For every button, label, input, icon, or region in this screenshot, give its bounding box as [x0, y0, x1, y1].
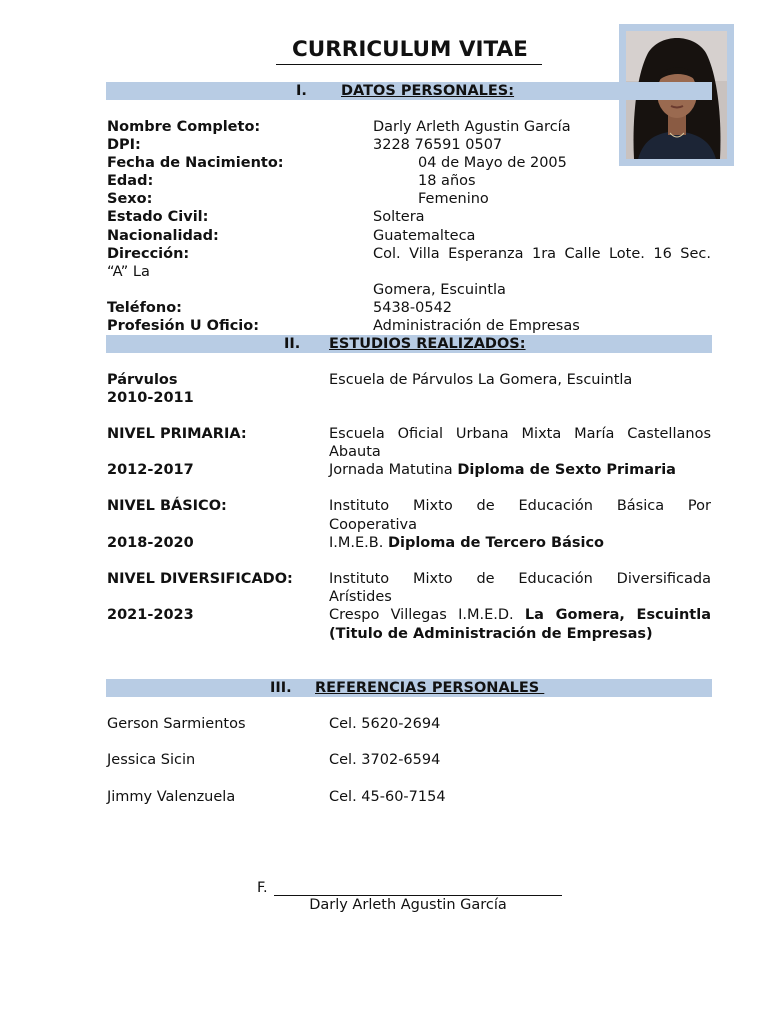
section-number: II.	[284, 336, 301, 352]
value-name: Darly Arleth Agustin García	[373, 119, 571, 135]
study-parvulos-school: Escuela de Párvulos La Gomera, Escuintla	[329, 372, 633, 388]
label-phone: Teléfono:	[107, 300, 182, 316]
study-basico-detail: I.M.E.B. Diploma de Tercero Básico	[329, 535, 605, 551]
reference-phone: Cel. 5620-2694	[329, 716, 441, 732]
section-title: DATOS PERSONALES:	[341, 83, 515, 99]
reference-name: Gerson Sarmientos	[107, 716, 246, 732]
value-address-overflow: “A” La	[107, 264, 150, 280]
value-sex: Femenino	[418, 191, 489, 207]
study-diversificado-school-line1: Instituto Mixto de Educación Diversificada	[329, 571, 711, 587]
label-civil: Estado Civil:	[107, 209, 209, 225]
value-phone: 5438-0542	[373, 300, 453, 316]
page-title: CURRICULUM VITAE	[276, 36, 542, 65]
value-birth: 04 de Mayo de 2005	[418, 155, 567, 171]
study-parvulos-label: Párvulos	[107, 372, 178, 388]
section-number: I.	[296, 83, 307, 99]
label-sex: Sexo:	[107, 191, 153, 207]
signature-name: Darly Arleth Agustin García	[309, 897, 507, 913]
study-parvulos-years: 2010-2011	[107, 390, 194, 406]
study-diversificado-years: 2021-2023	[107, 607, 194, 623]
study-diversificado-label: NIVEL DIVERSIFICADO:	[107, 571, 293, 587]
label-name: Nombre Completo:	[107, 119, 261, 135]
study-diversificado-detail-line2: (Titulo de Administración de Empresas)	[329, 626, 653, 642]
value-nationality: Guatemalteca	[373, 228, 476, 244]
label-nationality: Nacionalidad:	[107, 228, 219, 244]
label-profession: Profesión U Oficio:	[107, 318, 260, 334]
study-basico-years: 2018-2020	[107, 535, 194, 551]
label-age: Edad:	[107, 173, 154, 189]
label-address: Dirección:	[107, 246, 190, 262]
section-number: III.	[270, 680, 292, 696]
value-dpi: 3228 76591 0507	[373, 137, 503, 153]
label-birth: Fecha de Nacimiento:	[107, 155, 284, 171]
reference-phone: Cel. 3702-6594	[329, 752, 441, 768]
study-basico-school-line1: Instituto Mixto de Educación Básica Por	[329, 498, 711, 514]
reference-name: Jessica Sicin	[107, 752, 196, 768]
reference-name: Jimmy Valenzuela	[107, 789, 236, 805]
value-address-line2: Gomera, Escuintla	[373, 282, 506, 298]
study-diversificado-school-line2: Arístides	[329, 589, 392, 605]
value-civil: Soltera	[373, 209, 425, 225]
section-header-references	[106, 679, 712, 697]
study-basico-label: NIVEL BÁSICO:	[107, 498, 227, 514]
section-header-studies	[106, 335, 712, 353]
value-address-line1: Col. Villa Esperanza 1ra Calle Lote. 16 Sec.	[373, 246, 711, 262]
study-diversificado-detail: Crespo Villegas I.M.E.D. La Gomera, Escuintla	[329, 607, 711, 623]
study-primaria-school-line2: Abauta	[329, 444, 381, 460]
study-primaria-label: NIVEL PRIMARIA:	[107, 426, 247, 442]
study-primaria-years: 2012-2017	[107, 462, 194, 478]
section-title: REFERENCIAS PERSONALES	[315, 680, 545, 696]
reference-phone: Cel. 45-60-7154	[329, 789, 446, 805]
study-primaria-school-line1: Escuela Oficial Urbana Mixta María Castellanos	[329, 426, 711, 442]
study-primaria-detail: Jornada Matutina Diploma de Sexto Primaria	[329, 462, 676, 478]
signature-prefix: F.	[257, 880, 268, 896]
section-title: ESTUDIOS REALIZADOS:	[329, 336, 526, 352]
section-header-personal	[106, 82, 712, 100]
value-age: 18 años	[418, 173, 476, 189]
label-dpi: DPI:	[107, 137, 141, 153]
study-basico-school-line2: Cooperativa	[329, 517, 418, 533]
value-profession: Administración de Empresas	[373, 318, 580, 334]
